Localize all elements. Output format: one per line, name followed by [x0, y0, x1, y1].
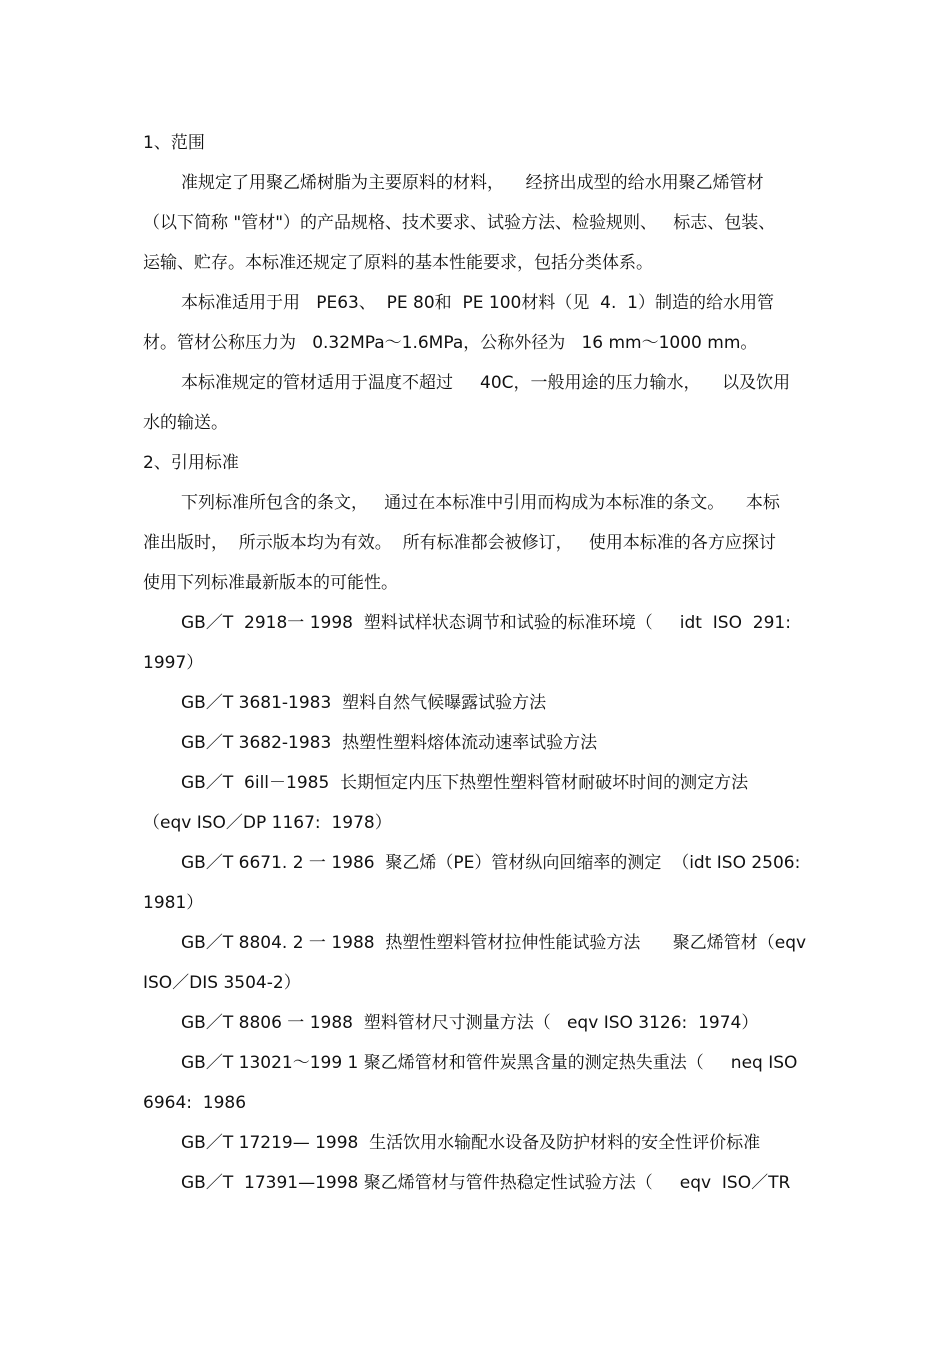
reference-entry: GB／T 3681-1983 塑料自然气候曝露试验方法	[181, 693, 547, 713]
reference-entry-continuation: ISO／DIS 3504-2）	[143, 973, 301, 993]
paragraph-line: 下列标准所包含的条文， 通过在本标准中引用而构成为本标准的条文。 本标	[181, 493, 780, 513]
reference-entry-continuation: 1997）	[143, 653, 204, 673]
reference-entry: GB／T 6671. 2 一 1986 聚乙烯（PE）管材纵向回缩率的测定 （idt ISO 2506:	[181, 853, 801, 873]
reference-entry-continuation: 6964: 1986	[143, 1093, 247, 1113]
paragraph-line: 准规定了用聚乙烯树脂为主要原料的材料， 经挤出成型的给水用聚乙烯管材	[181, 173, 764, 193]
reference-entry: GB／T 13021～199 1 聚乙烯管材和管件炭黑含量的测定热失重法（ neq ISO	[181, 1053, 798, 1073]
reference-entry: GB／T 8806 一 1988 塑料管材尺寸测量方法（ eqv ISO 3126: 1974）	[181, 1013, 759, 1033]
reference-entry-continuation: 1981）	[143, 893, 204, 913]
reference-entry: GB／T 6ill－1985 长期恒定内压下热塑性塑料管材耐破坏时间的测定方法	[181, 773, 749, 793]
reference-entry: GB／T 2918一 1998 塑料试样状态调节和试验的标准环境（ idt ISO 291:	[181, 613, 791, 633]
paragraph-line: 使用下列标准最新版本的可能性。	[143, 573, 398, 593]
reference-entry-continuation: （eqv ISO／DP 1167: 1978）	[143, 813, 392, 833]
paragraph-line: 运输、贮存。本标准还规定了原料的基本性能要求，包括分类体系。	[143, 253, 653, 273]
reference-entry: GB／T 8804. 2 一 1988 热塑性塑料管材拉伸性能试验方法 聚乙烯管材（eqv	[181, 933, 807, 953]
section-heading-references: 2、引用标准	[143, 453, 239, 473]
section-heading-scope: 1、范围	[143, 133, 205, 153]
paragraph-line: 材。管材公称压力为 0.32MPa～1.6MPa，公称外径为 16 mm～1000 mm。	[143, 333, 758, 353]
paragraph-line: 水的输送。	[143, 413, 228, 433]
reference-entry: GB／T 17391—1998 聚乙烯管材与管件热稳定性试验方法（ eqv ISO／TR	[181, 1173, 791, 1193]
paragraph-line: 本标准适用于用 PE63、 PE 80和 PE 100材料（见 4. 1）制造的给水用管	[181, 293, 774, 313]
paragraph-line: 本标准规定的管材适用于温度不超过 40C，一般用途的压力输水， 以及饮用	[181, 373, 791, 393]
reference-entry: GB／T 3682-1983 热塑性塑料熔体流动速率试验方法	[181, 733, 598, 753]
paragraph-line: （以下简称 "管材"）的产品规格、技术要求、试验方法、检验规则、 标志、包装、	[143, 213, 776, 233]
reference-entry: GB／T 17219— 1998 生活饮用水输配水设备及防护材料的安全性评价标准	[181, 1133, 761, 1153]
paragraph-line: 准出版时， 所示版本均为有效。 所有标准都会被修订， 使用本标准的各方应探讨	[143, 533, 776, 553]
